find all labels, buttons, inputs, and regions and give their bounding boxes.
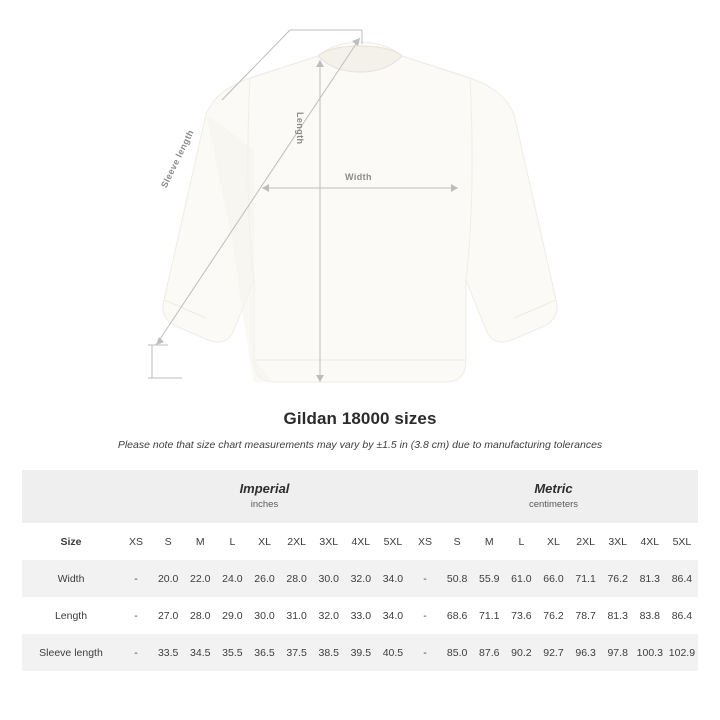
cell-sleeve-imperial-xl: 36.5: [248, 634, 280, 671]
cell-sleeve-metric-l: 90.2: [505, 634, 537, 671]
size-header-imperial-3xl: 3XL: [313, 523, 345, 560]
title-block: [0, 409, 720, 451]
unit-header-empty: [22, 470, 120, 523]
size-table-wrapper: [22, 470, 698, 671]
cell-length-imperial-m: 28.0: [184, 597, 216, 634]
page-title: Gildan 18000 sizes: [283, 409, 437, 428]
cell-width-metric-m: 55.9: [473, 560, 505, 597]
size-header-metric-2xl: 2XL: [570, 523, 602, 560]
cell-length-imperial-l: 29.0: [216, 597, 248, 634]
size-header-metric-l: L: [505, 523, 537, 560]
size-header-metric-m: M: [473, 523, 505, 560]
cell-length-imperial-3xl: 32.0: [313, 597, 345, 634]
cell-width-imperial-xs: -: [120, 560, 152, 597]
cell-length-imperial-5xl: 34.0: [377, 597, 409, 634]
cell-length-metric-3xl: 81.3: [602, 597, 634, 634]
size-column-header: Size: [22, 523, 120, 560]
cell-length-metric-xs: -: [409, 597, 441, 634]
size-header-imperial-2xl: 2XL: [281, 523, 313, 560]
cell-width-metric-2xl: 71.1: [570, 560, 602, 597]
unit-name-imperial: Imperial: [239, 481, 290, 497]
row-label-length: Length: [22, 597, 120, 634]
size-header-imperial-xl: XL: [248, 523, 280, 560]
table-row: [22, 560, 698, 597]
row-label-width: Width: [22, 560, 120, 597]
cell-sleeve-imperial-3xl: 38.5: [313, 634, 345, 671]
cell-width-imperial-l: 24.0: [216, 560, 248, 597]
size-header-metric-xs: XS: [409, 523, 441, 560]
size-header-row: [22, 523, 698, 560]
cell-sleeve-metric-4xl: 100.3: [634, 634, 666, 671]
length-label: Length: [295, 112, 305, 145]
unit-name-metric: Metric: [534, 481, 573, 497]
cell-width-imperial-2xl: 28.0: [281, 560, 313, 597]
cell-width-metric-s: 50.8: [441, 560, 473, 597]
cell-width-imperial-5xl: 34.0: [377, 560, 409, 597]
cell-length-imperial-2xl: 31.0: [281, 597, 313, 634]
cell-width-imperial-3xl: 30.0: [313, 560, 345, 597]
size-header-imperial-m: M: [184, 523, 216, 560]
cell-width-metric-l: 61.0: [505, 560, 537, 597]
cell-length-metric-l: 73.6: [505, 597, 537, 634]
cell-width-metric-3xl: 76.2: [602, 560, 634, 597]
cell-width-imperial-s: 20.0: [152, 560, 184, 597]
width-label: Width: [345, 172, 372, 182]
cell-sleeve-metric-3xl: 97.8: [602, 634, 634, 671]
size-header-metric-3xl: 3XL: [602, 523, 634, 560]
cell-width-imperial-m: 22.0: [184, 560, 216, 597]
cell-sleeve-imperial-4xl: 39.5: [345, 634, 377, 671]
cell-length-metric-2xl: 78.7: [570, 597, 602, 634]
cell-sleeve-metric-s: 85.0: [441, 634, 473, 671]
cell-length-metric-5xl: 86.4: [666, 597, 698, 634]
size-header-metric-s: S: [441, 523, 473, 560]
cell-sleeve-imperial-2xl: 37.5: [281, 634, 313, 671]
cell-length-imperial-s: 27.0: [152, 597, 184, 634]
cell-length-imperial-xl: 30.0: [248, 597, 280, 634]
table-row: [22, 634, 698, 671]
cell-sleeve-metric-5xl: 102.9: [666, 634, 698, 671]
size-header-imperial-5xl: 5XL: [377, 523, 409, 560]
cell-sleeve-imperial-xs: -: [120, 634, 152, 671]
unit-sub-imperial: inches: [250, 498, 279, 510]
cell-length-metric-s: 68.6: [441, 597, 473, 634]
sleeve-length-label: Sleeve length: [159, 128, 196, 190]
cell-width-metric-xl: 66.0: [537, 560, 569, 597]
cell-sleeve-metric-xs: -: [409, 634, 441, 671]
cell-width-metric-5xl: 86.4: [666, 560, 698, 597]
unit-header-imperial: [120, 470, 409, 523]
size-header-imperial-s: S: [152, 523, 184, 560]
sweatshirt-shape: [163, 42, 557, 382]
cell-length-metric-xl: 76.2: [537, 597, 569, 634]
cell-sleeve-metric-m: 87.6: [473, 634, 505, 671]
unit-header-metric: [409, 470, 698, 523]
table-row: [22, 597, 698, 634]
cell-length-metric-m: 71.1: [473, 597, 505, 634]
size-header-metric-xl: XL: [537, 523, 569, 560]
cell-width-imperial-4xl: 32.0: [345, 560, 377, 597]
row-label-sleeve-length: Sleeve length: [22, 634, 120, 671]
size-header-imperial-l: L: [216, 523, 248, 560]
size-header-imperial-4xl: 4XL: [345, 523, 377, 560]
size-header-metric-5xl: 5XL: [666, 523, 698, 560]
size-header-imperial-xs: XS: [120, 523, 152, 560]
cell-sleeve-imperial-l: 35.5: [216, 634, 248, 671]
tolerance-note: Please note that size chart measurements may vary by ±1.5 in (3.8 cm) due to manufacturing tolerances: [117, 439, 603, 451]
cell-width-imperial-xl: 26.0: [248, 560, 280, 597]
unit-sub-metric: centimeters: [528, 498, 579, 510]
cell-sleeve-imperial-s: 33.5: [152, 634, 184, 671]
cell-sleeve-imperial-5xl: 40.5: [377, 634, 409, 671]
cell-width-metric-xs: -: [409, 560, 441, 597]
cell-length-imperial-xs: -: [120, 597, 152, 634]
size-table: [22, 470, 698, 671]
cell-sleeve-metric-2xl: 96.3: [570, 634, 602, 671]
unit-header-row: [22, 470, 698, 523]
cell-length-imperial-4xl: 33.0: [345, 597, 377, 634]
cell-sleeve-metric-xl: 92.7: [537, 634, 569, 671]
cell-length-metric-4xl: 83.8: [634, 597, 666, 634]
size-header-metric-4xl: 4XL: [634, 523, 666, 560]
cell-sleeve-imperial-m: 34.5: [184, 634, 216, 671]
cell-width-metric-4xl: 81.3: [634, 560, 666, 597]
